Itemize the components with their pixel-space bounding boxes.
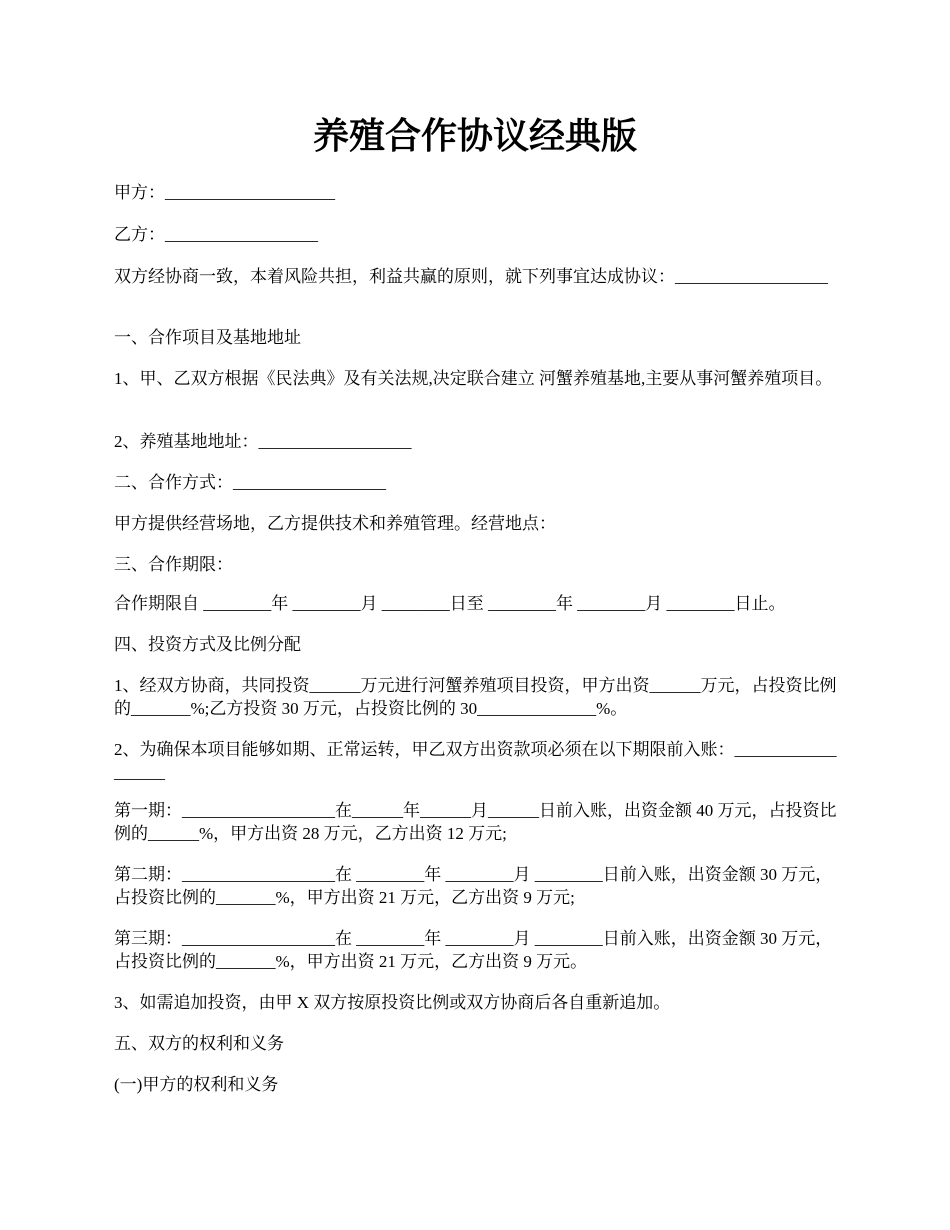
section-3-heading: 三、合作期限： [114,555,233,574]
phase-2-line: 第二期：__________________在 ________年 ________月 ________日前入账，出资金额 30 万元，占投资比例的_______%，甲方出资 21 万元，乙方出资 9 万元; [114,865,833,907]
party-a-line: 甲方：____________________ [114,183,335,202]
section-5-subheading: (一)甲方的权利和义务 [114,1075,279,1094]
clause-2-text: 甲方提供经营场地，乙方提供技术和养殖管理。经营地点： [114,514,556,533]
clause-1-1: 1、甲、乙双方根据《民法典》及有关法规,决定联合建立 河蟹养殖基地,主要从事河蟹养殖项目。 [114,369,833,388]
clause-1-2: 2、养殖基地地址：__________________ [114,432,412,451]
clause-4-3: 3、如需追加投资，由甲 X 双方按原投资比例或双方协商后各自重新追加。 [114,993,671,1012]
party-b-line: 乙方：__________________ [114,225,318,244]
clause-4-1: 1、经双方协商，共同投资______万元进行河蟹养殖项目投资，甲方出资______万元，占投资比例的_______%;乙方投资 30 万元，占投资比例的 30______________%。 [114,676,837,718]
section-4-heading: 四、投资方式及比例分配 [114,635,301,654]
section-2-heading: 二、合作方式：__________________ [114,473,386,492]
document-title: 养殖合作协议经典版 [312,115,637,157]
phase-3-line: 第三期：__________________在 ________年 ________月 ________日前入账，出资金额 30 万元，占投资比例的_______%，甲方出资 21 万元，乙方出资 9 万元。 [114,929,833,971]
section-1-heading: 一、合作项目及基地地址 [114,328,301,347]
clause-4-2: 2、为确保本项目能够如期、正常运转，甲乙双方出资款项必须在以下期限前入账：__________________ [114,740,837,782]
section-5-heading: 五、双方的权利和义务 [114,1034,284,1053]
preamble-paragraph: 双方经协商一致，本着风险共担，利益共赢的原则，就下列事宜达成协议：__________________ [114,267,828,286]
clause-3-text: 合作期限自 ________年 ________月 ________日至 ________年 ________月 ________日止。 [114,594,786,613]
phase-1-line: 第一期：__________________在______年______月______日前入账，出资金额 40 万元，占投资比例的______%，甲方出资 28 万元，乙方出资 12 万元; [114,801,837,843]
